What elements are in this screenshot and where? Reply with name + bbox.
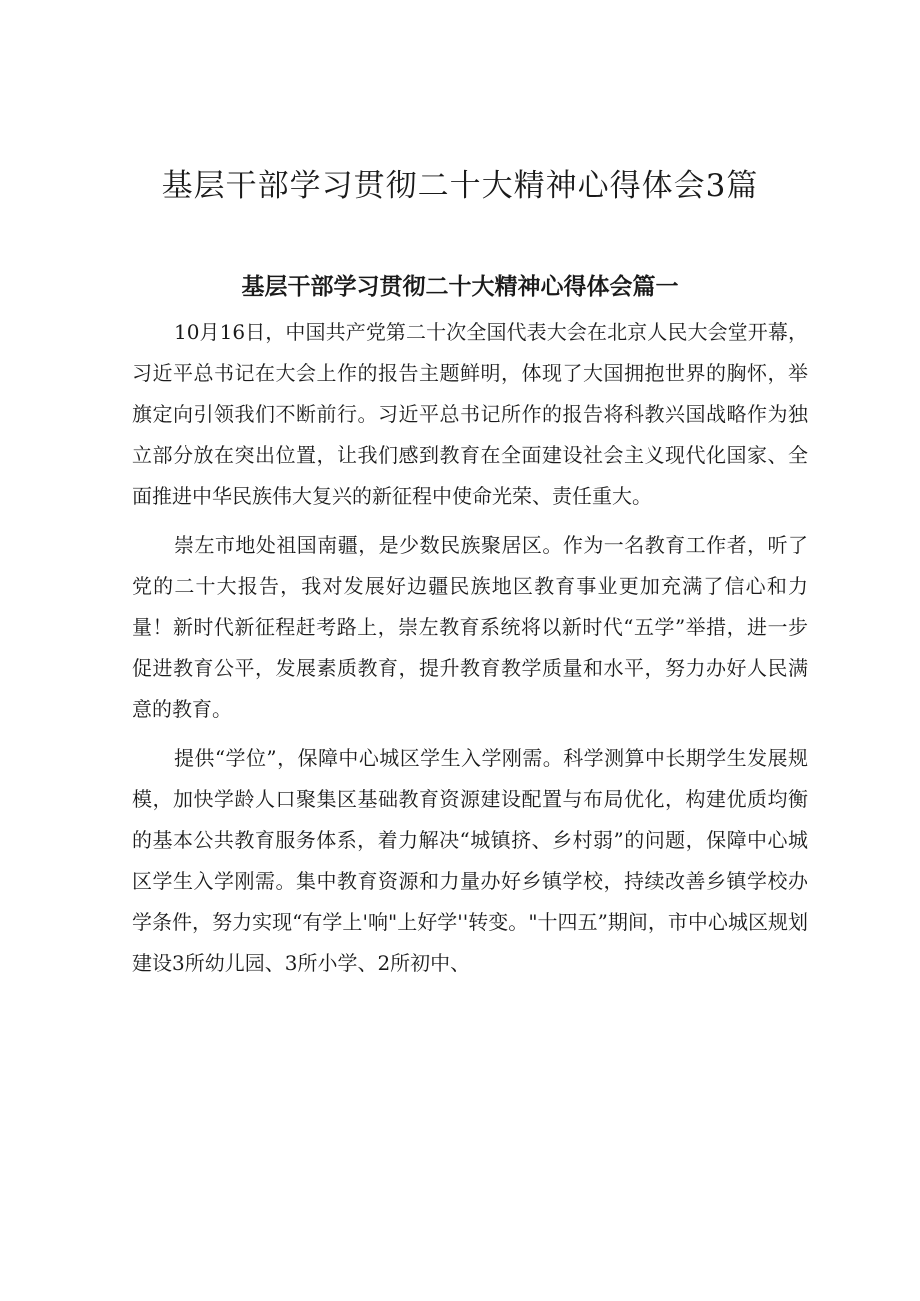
page-title: 基层干部学习贯彻二十大精神心得体会3篇 (161, 168, 759, 204)
document-body (132, 312, 808, 992)
section-title: 基层干部学习贯彻二十大精神心得体会篇一 (241, 274, 679, 300)
paragraph: 提供“学位”，保障中心城区学生入学刚需。科学测算中长期学生发展规模，加快学龄人口聚集区基础教育资源建设配置与布局优化，构建优质均衡的基本公共教育服务体系，着力解决“城镇挤、乡村弱”的问题，保障中心城区学生入学刚需。集中教育资源和力量办好乡镇学校，持续改善乡镇学校办学条件，努力实现“有学上'响"上好学''转变。"十四五”期间，市中心城区规划建设3所幼儿园、3所小学、2所初中、 (132, 746, 808, 975)
paragraph: 10月16日，中国共产党第二十次全国代表大会在北京人民大会堂开幕，习近平总书记在大会上作的报告主题鲜明，体现了大国拥抱世界的胸怀，举旗定向引领我们不断前行。习近平总书记所作的报告将科教兴国战略作为独立部分放在突出位置，让我们感到教育在全面建设社会主义现代化国家、全面推进中华民族伟大复兴的新征程中使命光荣、责任重大。 (132, 320, 808, 508)
paragraph: 崇左市地处祖国南疆，是少数民族聚居区。作为一名教育工作者，听了党的二十大报告，我对发展好边疆民族地区教育事业更加充满了信心和力量！新时代新征程赶考路上，崇左教育系统将以新时代“五学”举措，进一步促进教育公平，发展素质教育，提升教育教学质量和水平，努力办好人民满意的教育。 (132, 533, 808, 721)
